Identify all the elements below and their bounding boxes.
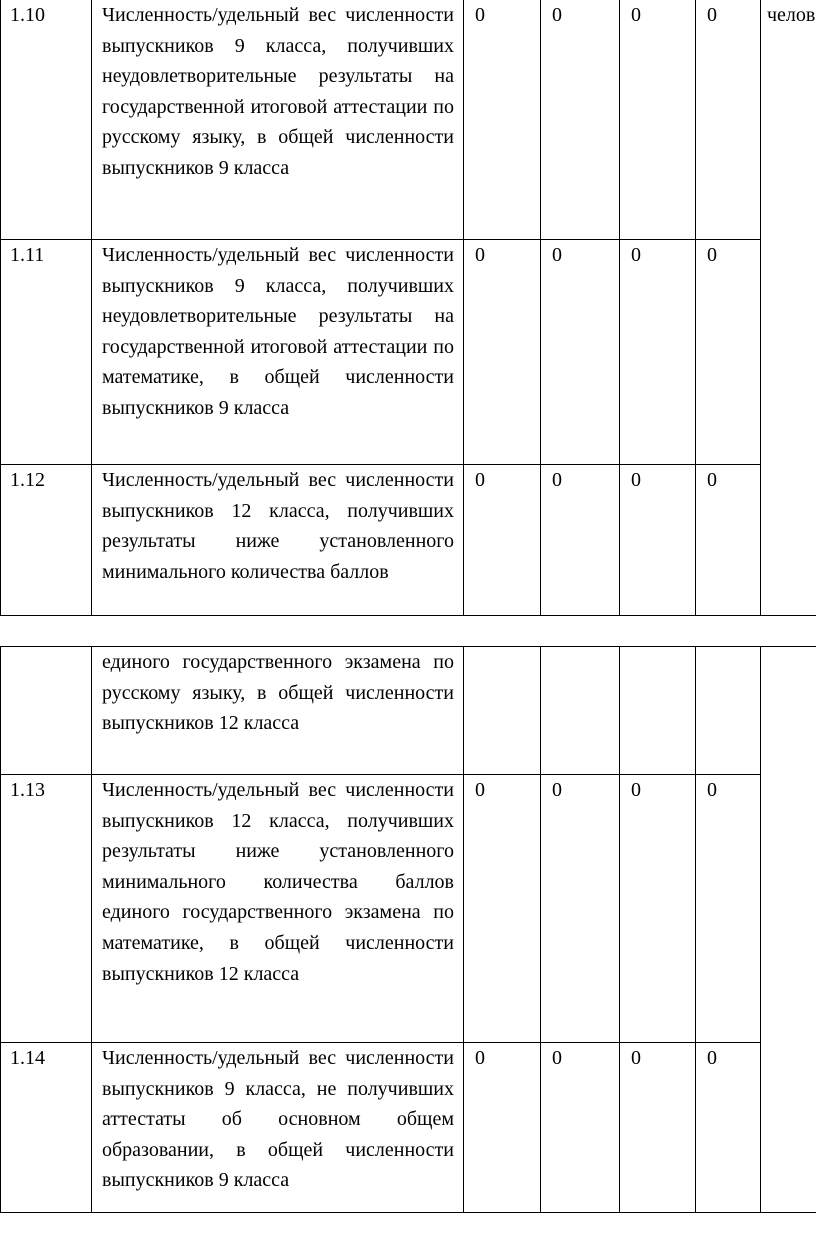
unit-cell: челов (761, 0, 816, 616)
table-row (1, 1043, 816, 1213)
row-number: 1.14 (1, 1043, 92, 1213)
row-value: 0 (541, 775, 620, 1043)
unit-cell (761, 647, 816, 1213)
row-value-empty (464, 647, 541, 775)
row-value: 0 (696, 1043, 761, 1213)
table-row (1, 775, 816, 1043)
row-value: 0 (620, 240, 696, 465)
row-value: 0 (541, 1043, 620, 1213)
row-description: Численность/удельный вес численности выпускников 9 класса, не получивших аттестаты об основном общем образовании, в общей численности выпускников 9 класса (92, 1043, 464, 1213)
row-value: 0 (620, 1043, 696, 1213)
row-value: 0 (541, 0, 620, 240)
row-value: 0 (696, 0, 761, 240)
row-value: 0 (541, 465, 620, 616)
row-value: 0 (620, 0, 696, 240)
indicators-table-part2 (0, 646, 816, 1213)
row-number: 1.13 (1, 775, 92, 1043)
row-value-empty (541, 647, 620, 775)
row-number: 1.10 (1, 0, 92, 240)
row-number-empty (1, 647, 92, 775)
row-description: Численность/удельный вес численности выпускников 9 класса, получивших неудовлетворительные результаты на государственной итоговой аттестации по математике, в общей численности выпускников 9 класса (92, 240, 464, 465)
row-value: 0 (620, 465, 696, 616)
table-row (1, 240, 816, 465)
row-value: 0 (696, 775, 761, 1043)
row-description: Численность/удельный вес численности выпускников 12 класса, получивших результаты ниже установленного минимального количества баллов единого государственного экзамена по математике, в общей численности выпускников 12 класса (92, 775, 464, 1043)
row-value: 0 (464, 0, 541, 240)
row-value: 0 (464, 1043, 541, 1213)
table-row (1, 465, 816, 616)
indicators-table-part1 (0, 0, 816, 616)
row-value-empty (696, 647, 761, 775)
row-value: 0 (696, 465, 761, 616)
row-value: 0 (696, 240, 761, 465)
row-value: 0 (464, 465, 541, 616)
row-description-continuation: единого государственного экзамена по русскому языку, в общей численности выпускников 12 класса (92, 647, 464, 775)
table-row (1, 647, 816, 775)
row-value: 0 (541, 240, 620, 465)
row-value: 0 (620, 775, 696, 1043)
row-number: 1.12 (1, 465, 92, 616)
row-description: Численность/удельный вес численности выпускников 9 класса, получивших неудовлетворительные результаты на государственной итоговой аттестации по русскому языку, в общей численности выпускников 9 класса (92, 0, 464, 240)
row-number: 1.11 (1, 240, 92, 465)
row-description: Численность/удельный вес численности выпускников 12 класса, получивших результаты ниже установленного минимального количества баллов (92, 465, 464, 616)
row-value-empty (620, 647, 696, 775)
table-row (1, 0, 816, 240)
row-value: 0 (464, 775, 541, 1043)
row-value: 0 (464, 240, 541, 465)
